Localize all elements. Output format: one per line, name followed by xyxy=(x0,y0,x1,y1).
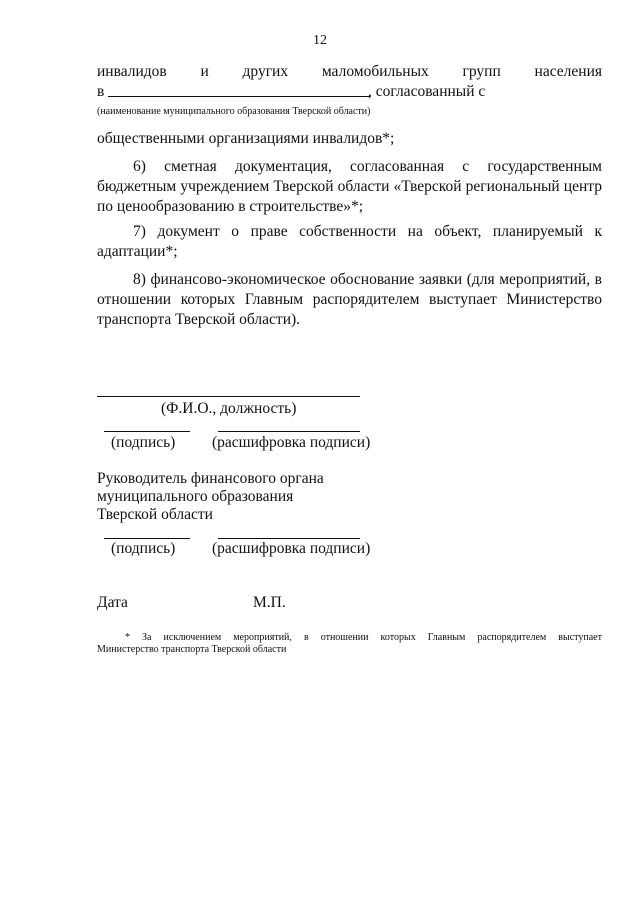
fio-signature-line xyxy=(97,396,360,397)
intro-word: инвалидов xyxy=(97,63,167,80)
item-8-line-3: транспорта Тверской области). xyxy=(97,311,301,328)
decoding-caption-2: (расшифровка подписи) xyxy=(212,540,371,557)
intro-line-1 xyxy=(97,62,602,82)
signature-line-1 xyxy=(104,431,190,432)
intro-word: групп xyxy=(462,63,501,80)
item-6-line-1: 6) сметная документация, согласованная с государственным xyxy=(133,158,602,175)
finance-head-line-1: Руководитель финансового органа xyxy=(97,470,324,487)
footnote-line-2: Министерство транспорта Тверской области xyxy=(97,644,287,655)
finance-head-line-3: Тверской области xyxy=(97,506,213,523)
decoding-line-1 xyxy=(218,431,360,432)
item-6-line-2: бюджетным учреждением Тверской области «Тверской региональный центр xyxy=(97,178,602,195)
intro-word: маломобильных xyxy=(321,63,429,80)
intro-line-3: общественными организациями инвалидов*; xyxy=(97,130,395,147)
fio-caption: (Ф.И.О., должность) xyxy=(161,400,297,417)
item-7-line-1: 7) документ о праве собственности на объект, планируемый к xyxy=(133,223,602,240)
intro-word: других xyxy=(242,63,289,80)
intro-word: и xyxy=(200,63,209,80)
signature-caption-1: (подпись) xyxy=(111,434,176,451)
signature-caption-2: (подпись) xyxy=(111,540,176,557)
intro-word: населения xyxy=(534,63,602,80)
intro-line-2-suffix: , согласованный с xyxy=(368,83,486,100)
municipality-caption: (наименование муниципального образования Тверской области) xyxy=(97,106,371,117)
date-label: Дата xyxy=(97,594,128,611)
page-number: 12 xyxy=(313,33,327,48)
item-6-line-3: по ценообразованию в строительстве»*; xyxy=(97,198,364,215)
finance-head-line-2: муниципального образования xyxy=(97,488,294,505)
intro-line-2-prefix: в xyxy=(97,83,105,100)
seal-label: М.П. xyxy=(253,594,286,611)
item-8-line-2: отношении которых Главным распорядителем выступает Министерство xyxy=(97,291,602,308)
item-8-line-1: 8) финансово-экономическое обоснование заявки (для мероприятий, в xyxy=(133,271,602,288)
footnote-line-1: * За исключением мероприятий, в отношении которых Главным распорядителем выступает xyxy=(125,632,602,643)
item-7-line-2: адаптации*; xyxy=(97,243,178,260)
municipality-blank-line xyxy=(108,96,370,97)
decoding-caption-1: (расшифровка подписи) xyxy=(212,434,371,451)
